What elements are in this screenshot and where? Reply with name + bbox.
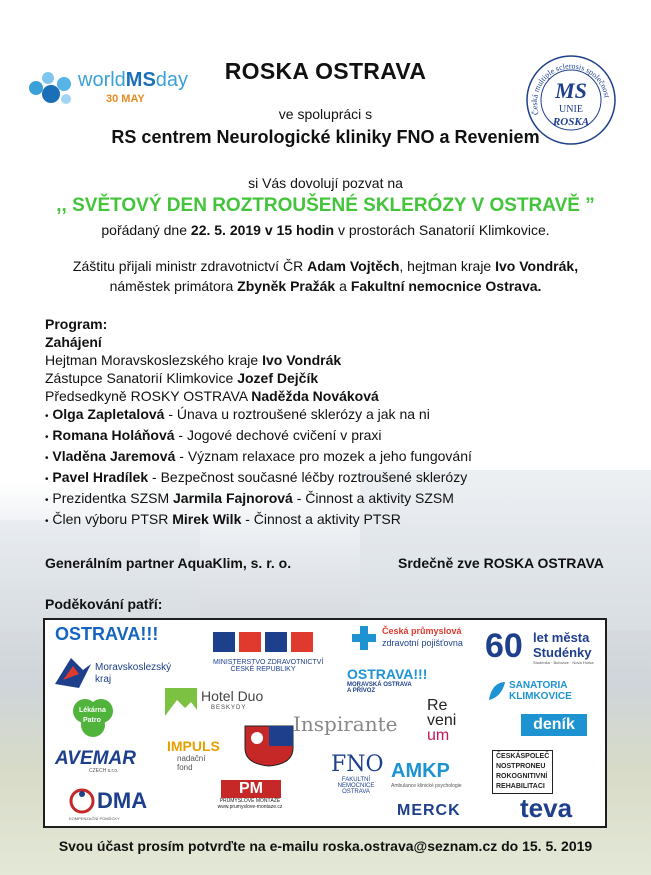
general-partner: Generálním partner AquaKlim, s. r. o. xyxy=(45,555,292,571)
inspirante-logo: Inspirante xyxy=(293,712,398,736)
hotel-duo-logo: Hotel Duo BESKYDY xyxy=(165,688,197,721)
lekarna-patro-logo: Lékárna Patro xyxy=(65,695,121,748)
svg-text:Česká multiple sclerosis spole: Česká multiple sclerosis společnost xyxy=(529,61,612,116)
program-block xyxy=(45,315,472,531)
thanks-heading: Poděkování patří: xyxy=(45,596,163,612)
dma-logo: DMA KOMPENZAČNÍ POMŮCKY xyxy=(69,788,148,821)
event-name: ,, SVĚTOVÝ DEN ROZTROUŠENÉ SKLERÓZY V OSTRAVĚ ” xyxy=(56,195,595,216)
patronage-line-2: náměstek primátora Zbyněk Pražák a Fakultní nemocnice Ostrava. xyxy=(109,278,542,294)
event-date-line: pořádaný dne 22. 5. 2019 v 15 hodin v prostorách Sanatorií Klimkovice. xyxy=(101,222,550,238)
talk-item: • Pavel Hradílek - Bezpečnost současné léčby roztroušené sklerózy xyxy=(45,469,468,485)
cspnr-logo: ČESKÁSPOLEČ NOSTPRONEU ROKOGNITIVNÍ REHABILITACI xyxy=(492,750,553,794)
speaker-item: Hejtman Moravskoslezského kraje Ivo Vondrák xyxy=(45,352,342,368)
world-ms-day-title: worldMSday xyxy=(78,69,189,91)
cpzp-logo: Česká průmyslová zdravotní pojišťovna xyxy=(350,624,378,657)
sanatoria-leaf-icon xyxy=(487,680,507,702)
fno-logo: FNO FAKULTNÍ NEMOCNICE OSTRAVA xyxy=(331,752,384,795)
teva-logo: teva xyxy=(520,793,573,823)
studenka-logo: 60 let města Studénky Studénka · Butovice · Nová Horka xyxy=(485,627,594,665)
invite-text: si Vás dovolují pozvat na xyxy=(248,175,403,191)
talk-item: • Romana Holáňová - Jogové dechové cvičení v praxi xyxy=(45,427,382,443)
sponsor-logos xyxy=(43,618,607,828)
msk-arrow-icon xyxy=(53,654,93,690)
cooperation-text: ve spolupráci s xyxy=(278,106,373,122)
talk-item: • Prezidentka SZSM Jarmila Fajnorová - Činnost a aktivity SZSM xyxy=(45,490,454,506)
svg-text:UNIE: UNIE xyxy=(559,104,583,115)
talk-item: • Člen výboru PTSR Mirek Wilk - Činnost a aktivity PTSR xyxy=(45,511,401,527)
denik-logo: deník xyxy=(521,714,587,736)
avemar-logo: AVEMAR CZECH s.r.o. xyxy=(55,748,136,774)
mzcr-logo: MINISTERSTVO ZDRAVOTNICTVÍ ČESKÉ REPUBLIKY xyxy=(213,628,333,673)
cpzp-cross-icon xyxy=(350,624,378,652)
impuls-logo: IMPULS nadační fond xyxy=(167,738,220,772)
talk-item: • Vladěna Jaremová - Význam relaxace pro mozek a jeho fungování xyxy=(45,448,472,464)
svg-text:ROSKA: ROSKA xyxy=(552,116,590,128)
merck-logo: MERCK xyxy=(397,802,461,819)
mzcr-emblem-icon xyxy=(213,628,331,654)
amkp-logo: AMKP Ambulance klinické psychologie xyxy=(391,760,462,789)
building-silhouette-left xyxy=(0,520,200,630)
patronage-line-1: Záštitu přijali ministr zdravotnictví ČR Adam Vojtěch, hejtman kraje Ivo Vondrák, xyxy=(72,258,579,274)
klimkovice-coat-of-arms xyxy=(243,724,295,773)
rsvp-footer: Svou účast prosím potvrďte na e-mailu roska.ostrava@seznam.cz do 15. 5. 2019 xyxy=(58,838,593,854)
wheelchair-icon xyxy=(69,788,95,814)
page-title: ROSKA OSTRAVA xyxy=(224,58,427,84)
coat-of-arms-icon xyxy=(243,724,295,768)
program-heading: Program: xyxy=(45,316,108,332)
talk-item: • Olga Zapletalová - Únava u roztroušené sklerózy a jak na ni xyxy=(45,406,430,422)
world-ms-day-date: 30 MAY xyxy=(106,93,145,105)
hotel-landscape-icon xyxy=(165,688,197,716)
speaker-item: Předsedkyně ROSKY OSTRAVA Naděžda Nováková xyxy=(45,388,379,404)
ostrava-logo: OSTRAVA!!! xyxy=(55,624,159,644)
speaker-item: Zástupce Sanatorií Klimkovice Jozef Dejčík xyxy=(45,370,319,386)
prumyslove-montaze-logo: PM PRŮMYSLOVÉ MONTÁŽE www.prumyslove-montaze.cz xyxy=(217,780,283,810)
revenium-logo: Re veni um xyxy=(427,697,457,744)
partner-heading: RS centrem Neurologické kliniky FNO a Reveniem xyxy=(111,127,540,147)
sanatoria-logo: SANATORIA KLIMKOVICE xyxy=(487,680,507,707)
ostrava-mo-logo: OSTRAVA!!! MORAVSKÁ OSTRAVA A PŘÍVOZ xyxy=(347,666,428,694)
greeting: Srdečně zve ROSKA OSTRAVA xyxy=(398,555,604,571)
program-opening: Zahájení xyxy=(45,334,102,350)
msk-logo: Moravskoslezský kraj xyxy=(53,654,93,695)
svg-text:MS: MS xyxy=(555,78,587,103)
event-date: 22. 5. 2019 v 15 hodin xyxy=(190,222,335,238)
